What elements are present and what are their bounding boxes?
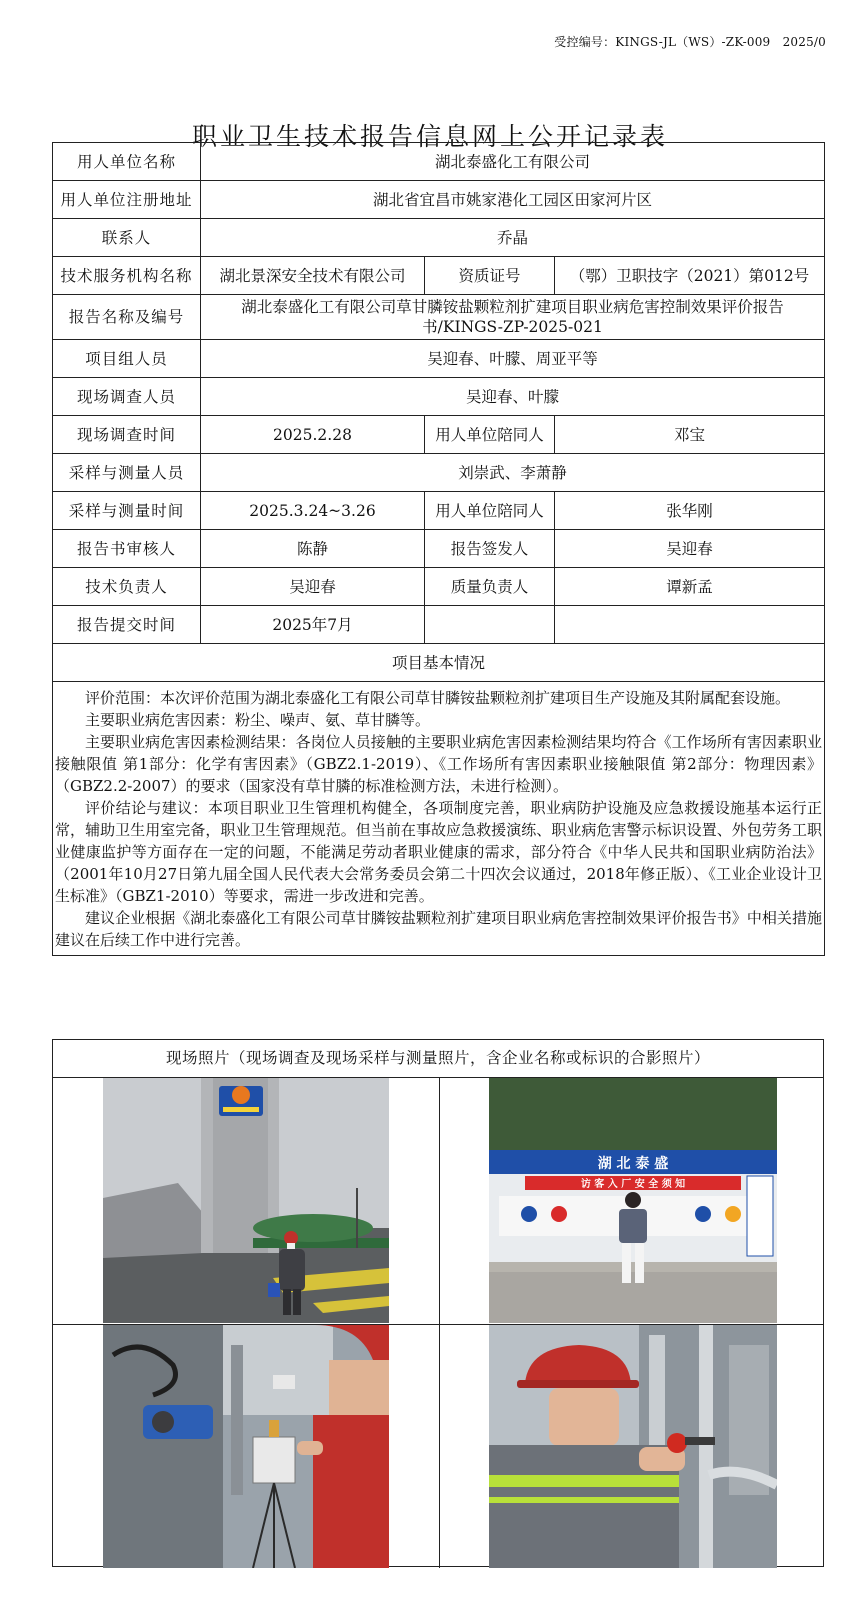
address-value: 湖北省宜昌市姚家港化工园区田家河片区 — [201, 181, 825, 219]
photo-section — [52, 1039, 824, 1567]
survey-staff-value: 吴迎春、叶朦 — [201, 378, 825, 416]
record-table — [52, 142, 825, 956]
sampling-escort-label: 用人单位陪同人 — [425, 492, 555, 530]
agency-value: 湖北景深安全技术有限公司 — [201, 257, 425, 295]
results-paragraph: 主要职业病危害因素检测结果：各岗位人员接触的主要职业病危害因素检测结果均符合《工作场所有害因素职业接触限值 第1部分：化学有害因素》（GBZ2.1-2019）、《工作场所有害因素职业接触限值 第2部分：物理因素》（GBZ2.2-2007）的要求（国家没有草甘膦的标准检测方法，未进行检测）。 — [55, 733, 822, 795]
tech-lead-value: 吴迎春 — [201, 568, 425, 606]
photo-sampling-equipment — [103, 1325, 389, 1568]
row-review — [53, 530, 825, 568]
tech-lead-label: 技术负责人 — [53, 568, 201, 606]
address-label: 用人单位注册地址 — [53, 181, 201, 219]
employer-value: 湖北泰盛化工有限公司 — [201, 143, 825, 181]
row-address — [53, 181, 825, 219]
reviewer-label: 报告书审核人 — [53, 530, 201, 568]
survey-escort-label: 用人单位陪同人 — [425, 416, 555, 454]
suggestion-paragraph: 建议企业根据《湖北泰盛化工有限公司草甘膦铵盐颗粒剂扩建项目职业病危害控制效果评价报告书》中相关措施建议在后续工作中进行完善。 — [55, 909, 822, 949]
basic-heading: 项目基本情况 — [53, 644, 825, 682]
sampling-escort-value: 张华刚 — [555, 492, 825, 530]
sampling-time-value: 2025.3.24~3.26 — [201, 492, 425, 530]
photo-caption: 现场照片（现场调查及现场采样与测量照片，含企业名称或标识的合影照片） — [53, 1040, 823, 1078]
empty-cell — [425, 606, 555, 644]
board-title: 湖 北 泰 盛 — [597, 1156, 669, 1172]
sampling-staff-value: 刘崇武、李萧静 — [201, 454, 825, 492]
submit-label: 报告提交时间 — [53, 606, 201, 644]
conclusion-paragraph: 评价结论与建议：本项目职业卫生管理机构健全，各项制度完善，职业病防护设施及应急救援设施基本运行正常，辅助卫生用室完备，职业卫生管理规范。但当前在事故应急救援演练、职业病危害警示标识设置、外包劳务工职业健康监护等方面存在一定的问题，不能满足劳动者职业健康的需求，部分符合《中华人民共和国职业病防治法》（2001年10月27日第九届全国人民代表大会常务委员会第二十四次会议通过，2018年修正版）、《工业企业设计卫生标准》（GBZ1-2010）等要求，需进一步改进和完善。 — [55, 799, 822, 905]
cert-value: （鄂）卫职技字（2021）第012号 — [555, 257, 825, 295]
employer-label: 用人单位名称 — [53, 143, 201, 181]
issuer-label: 报告签发人 — [425, 530, 555, 568]
row-basic-content — [53, 682, 825, 956]
cert-label: 资质证号 — [425, 257, 555, 295]
agency-label: 技术服务机构名称 — [53, 257, 201, 295]
reviewer-value: 陈静 — [201, 530, 425, 568]
submit-value: 2025年7月 — [201, 606, 425, 644]
survey-time-label: 现场调查时间 — [53, 416, 201, 454]
scope-paragraph: 评价范围：本次评价范围为湖北泰盛化工有限公司草甘膦铵盐颗粒剂扩建项目生产设施及其附属配套设施。 — [85, 689, 791, 707]
survey-escort-value: 邓宝 — [555, 416, 825, 454]
row-team — [53, 340, 825, 378]
basic-content — [53, 682, 825, 956]
survey-staff-label: 现场调查人员 — [53, 378, 201, 416]
photo-grid — [53, 1078, 823, 1568]
row-survey-staff — [53, 378, 825, 416]
contact-label: 联系人 — [53, 219, 201, 257]
row-submit — [53, 606, 825, 644]
sampling-time-label: 采样与测量时间 — [53, 492, 201, 530]
grid-divider-vertical — [439, 1078, 440, 1568]
page-title: 职业卫生技术报告信息网上公开记录表 — [191, 121, 668, 151]
row-sampling-staff — [53, 454, 825, 492]
board-notice: 访 客 入 厂 安 全 须 知 — [580, 1179, 686, 1190]
empty-cell — [555, 606, 825, 644]
photo-company-gate — [103, 1078, 389, 1323]
survey-time-value: 2025.2.28 — [201, 416, 425, 454]
sampling-staff-label: 采样与测量人员 — [53, 454, 201, 492]
hazards-paragraph: 主要职业病危害因素：粉尘、噪声、氨、草甘膦等。 — [85, 711, 431, 729]
quality-lead-label: 质量负责人 — [425, 568, 555, 606]
row-contact — [53, 219, 825, 257]
row-employer — [53, 143, 825, 181]
row-survey-time — [53, 416, 825, 454]
row-basic-heading — [53, 644, 825, 682]
row-sampling-time — [53, 492, 825, 530]
control-number: 受控编号：KINGS-JL（WS）-ZK-009 2025/0 — [554, 35, 826, 49]
row-agency — [53, 257, 825, 295]
report-value: 湖北泰盛化工有限公司草甘膦铵盐颗粒剂扩建项目职业病危害控制效果评价报告书/KINGS-ZP-2025-021 — [201, 295, 825, 340]
issuer-value: 吴迎春 — [555, 530, 825, 568]
quality-lead-value: 谭新孟 — [555, 568, 825, 606]
photo-worker-measuring — [489, 1325, 777, 1568]
row-leads — [53, 568, 825, 606]
team-value: 吴迎春、叶朦、周亚平等 — [201, 340, 825, 378]
photo-safety-board — [489, 1078, 777, 1323]
contact-value: 乔晶 — [201, 219, 825, 257]
row-report — [53, 295, 825, 340]
report-label: 报告名称及编号 — [53, 295, 201, 340]
team-label: 项目组人员 — [53, 340, 201, 378]
